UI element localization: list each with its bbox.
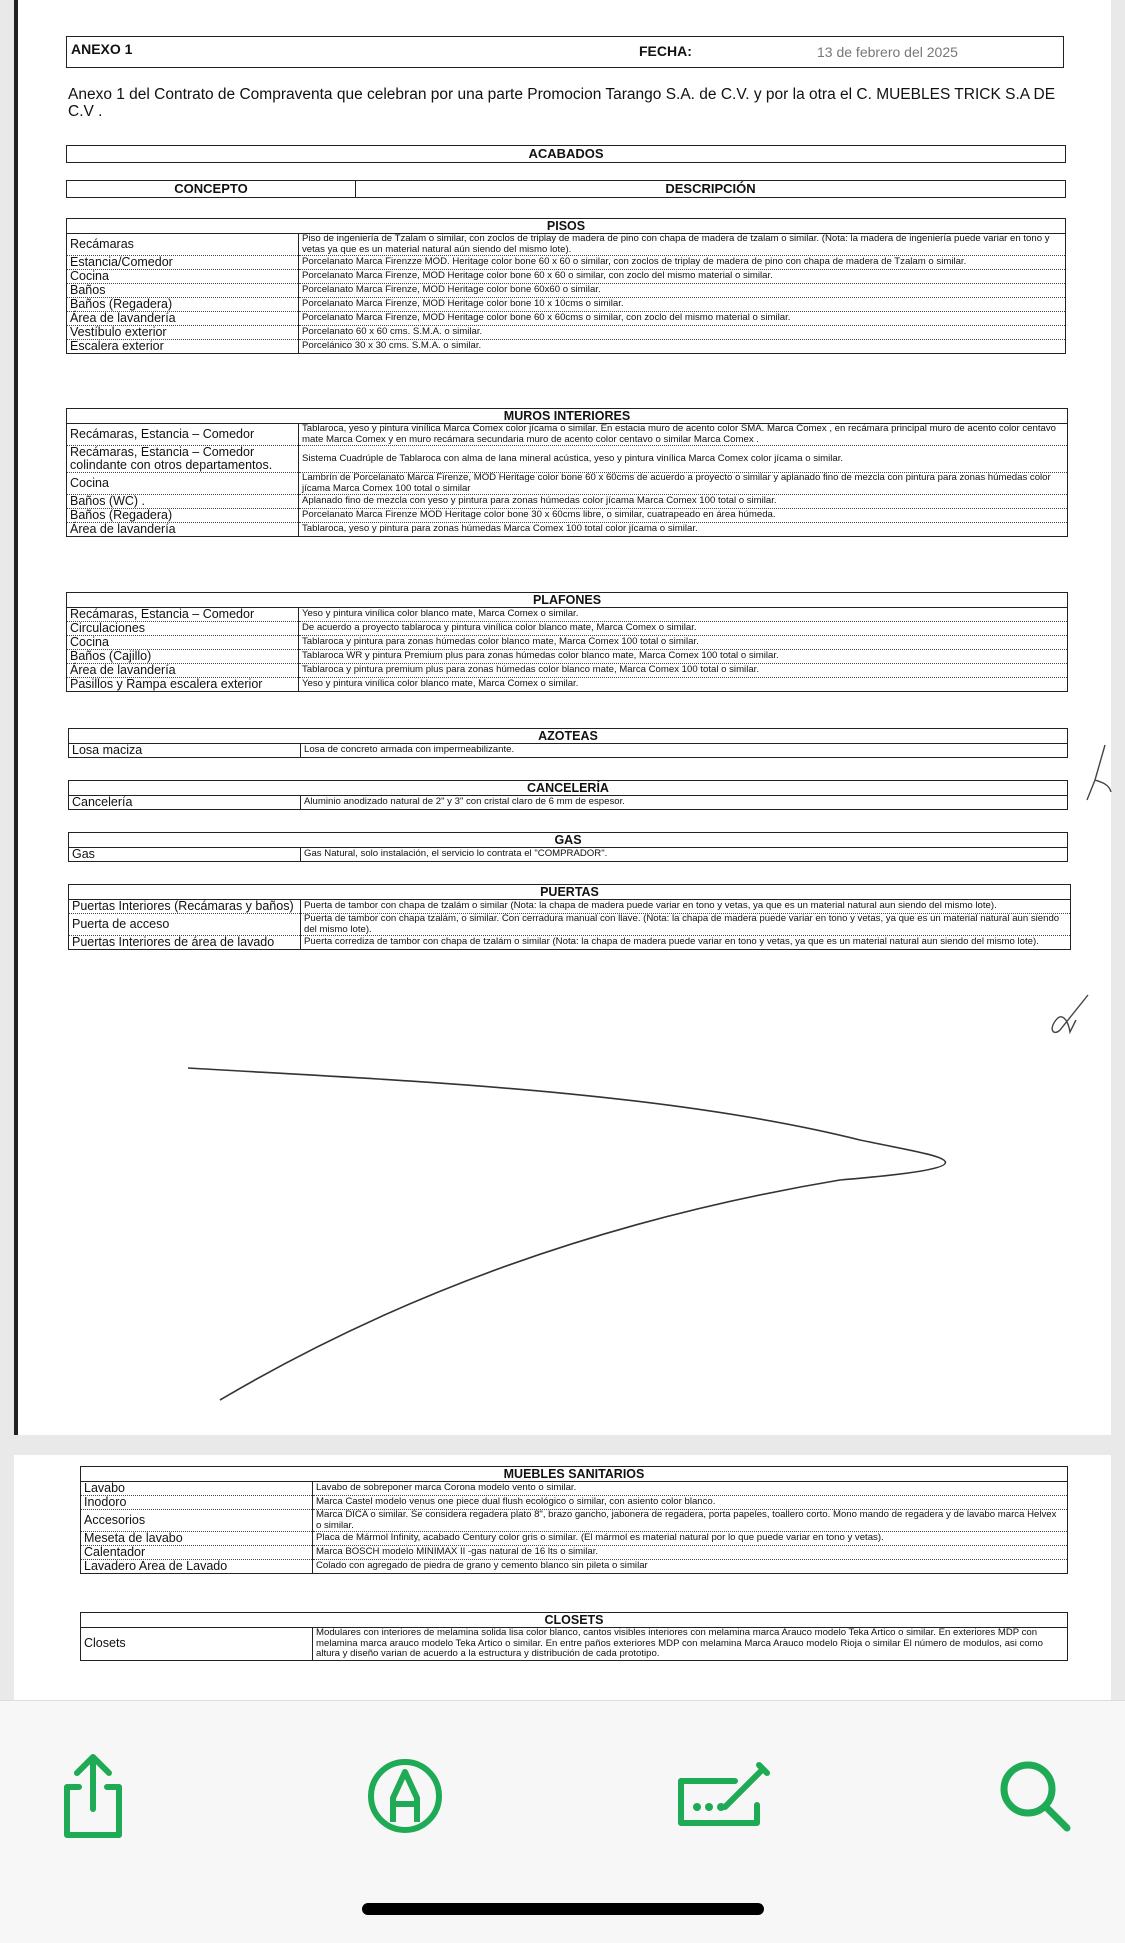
table-row: [67, 284, 1066, 298]
section-title: CANCELERÍA: [69, 781, 1068, 796]
date-label: FECHA:: [639, 43, 692, 59]
table-row: [67, 664, 1068, 678]
table-row: [67, 622, 1068, 636]
section-title: PLAFONES: [67, 593, 1068, 608]
descripcion-cell: De acuerdo a proyecto tablaroca y pintura vinílica color blanco mate, Marca Comex o similar.: [299, 622, 1068, 636]
table-row: [81, 1482, 1068, 1496]
section-canceleria: [68, 780, 1068, 810]
concepto-cell: Baños: [67, 284, 299, 298]
section-title: PISOS: [67, 219, 1066, 234]
descripcion-cell: Placa de Mármol Infinity, acabado Century color gris o similar. (El mármol es material natural por lo que puede variar en tono y vetas).: [313, 1532, 1068, 1546]
concepto-cell: Baños (Regadera): [67, 509, 299, 523]
concepto-cell: Closets: [81, 1628, 313, 1661]
section-title: AZOTEAS: [69, 729, 1068, 744]
table-row: [81, 1560, 1068, 1574]
table-row: [67, 608, 1068, 622]
table-row: [69, 796, 1068, 810]
concepto-cell: Recámaras, Estancia – Comedor: [67, 424, 299, 446]
table-row: [67, 473, 1068, 495]
concepto-cell: Baños (Regadera): [67, 298, 299, 312]
table-row: [67, 523, 1068, 537]
section-title: MUROS INTERIORES: [67, 409, 1068, 424]
section-pisos: [66, 218, 1066, 354]
concepto-cell: Gas: [69, 848, 301, 862]
descripcion-cell: Marca BOSCH modelo MINIMAX II -gas natural de 16 lts o similar.: [313, 1546, 1068, 1560]
column-headers: [66, 180, 1066, 198]
table-row: [69, 936, 1071, 950]
concepto-cell: Inodoro: [81, 1496, 313, 1510]
table-row: [67, 424, 1068, 446]
section-title: PUERTAS: [69, 885, 1071, 900]
concepto-cell: Área de lavandería: [67, 523, 299, 537]
descripcion-cell: Piso de ingeniería de Tzalam o similar, con zoclos de triplay de madera de pino con chapa de madera de tzalam o similar. (Nota: la madera de ingeniería puede variar en tono y vetas ya que es un material natural aún siendo del mismo lote).: [299, 234, 1066, 256]
table-row: [69, 914, 1071, 936]
acabados-title: ACABADOS: [66, 145, 1066, 163]
concepto-header: CONCEPTO: [66, 180, 356, 198]
concepto-cell: Puerta de acceso: [69, 914, 301, 936]
descripcion-cell: Puerta de tambor con chapa tzalám, o similar. Con cerradura manual con llave. (Nota: la chapa de madera puede variar en tono y vetas, ya que es un material natural aun siendo del mismo lote).: [301, 914, 1071, 936]
section-plafones: [66, 592, 1068, 692]
concepto-cell: Lavabo: [81, 1482, 313, 1496]
section-muros-interiores: [66, 408, 1068, 537]
concepto-cell: Recámaras, Estancia – Comedor colindante con otros departamentos.: [67, 446, 299, 473]
descripcion-cell: Losa de concreto armada con impermeabilizante.: [301, 744, 1068, 758]
concepto-cell: Calentador: [81, 1546, 313, 1560]
markup-icon: [365, 1756, 445, 1836]
concepto-cell: Área de lavandería: [67, 664, 299, 678]
markup-button[interactable]: [360, 1751, 450, 1841]
descripcion-cell: Gas Natural, solo instalación, el servicio lo contrata el "COMPRADOR".: [301, 848, 1068, 862]
descripcion-cell: Sistema Cuadrúple de Tablaroca con alma de lana mineral acústica, yeso y pintura vinílica Marca Comex color jícama o similar.: [299, 446, 1068, 473]
descripcion-cell: Yeso y pintura vinílica color blanco mate, Marca Comex o similar.: [299, 608, 1068, 622]
concepto-cell: Escalera exterior: [67, 340, 299, 354]
descripcion-cell: Porcelanato Marca Firenze MOD Heritage color bone 30 x 60cms libre, o similar, cuatrapeado en área húmeda.: [299, 509, 1068, 523]
section-title: MUEBLES SANITARIOS: [81, 1467, 1068, 1482]
table-row: [67, 326, 1066, 340]
descripcion-cell: Tablaroca, yeso y pintura vinílica Marca Comex color jícama o similar. En estacia muro de acento color SMA. Marca Comex , en recámara principal muro de acento color centavo mate Marca Comex y en muro recámara secundaria muro de acento color centavo o similar Marca Comex .: [299, 424, 1068, 446]
descripcion-cell: Yeso y pintura vinílica color blanco mate, Marca Comex o similar.: [299, 678, 1068, 692]
table-row: [69, 848, 1068, 862]
table-row: [67, 234, 1066, 256]
concepto-cell: Baños (Cajillo): [67, 650, 299, 664]
descripcion-cell: Marca Castel modelo venus one piece dual flush ecológico o similar, con asiento color blanco.: [313, 1496, 1068, 1510]
share-button[interactable]: [48, 1751, 138, 1841]
table-row: [67, 650, 1068, 664]
descripcion-cell: Colado con agregado de piedra de grano y cemento blanco sin pileta o similar: [313, 1560, 1068, 1574]
search-icon: [995, 1756, 1075, 1836]
descripcion-cell: Lavabo de sobreponer marca Corona modelo vento o similar.: [313, 1482, 1068, 1496]
table-row: [81, 1510, 1068, 1532]
descripcion-cell: Porcelanato Marca Firenze, MOD Heritage color bone 10 x 10cms o similar.: [299, 298, 1066, 312]
table-row: [67, 678, 1068, 692]
descripcion-cell: Porcelanato Marca Firenze, MOD Heritage color bone 60 x 60 o similar, con zoclo del mismo material o similar.: [299, 270, 1066, 284]
descripcion-cell: Tablaroca WR y pintura Premium plus para zonas húmedas color blanco mate, Marca Comex 100 total o similar.: [299, 650, 1068, 664]
concepto-cell: Circulaciones: [67, 622, 299, 636]
share-icon: [53, 1751, 133, 1841]
section-muebles-sanitarios: [80, 1466, 1068, 1574]
descripcion-cell: Lambrín de Porcelanato Marca Firenze, MOD Heritage color bone 60 x 60cms de acuerdo a proyecto o similar y aplanado fino de mezcla con pintura para zonas húmedas color jícama Marca Comex 100 total o similar: [299, 473, 1068, 495]
table-row: [67, 636, 1068, 650]
section-title: GAS: [69, 833, 1068, 848]
concepto-cell: Cocina: [67, 473, 299, 495]
table-row: [81, 1532, 1068, 1546]
section-title: CLOSETS: [81, 1613, 1068, 1628]
concepto-cell: Cocina: [67, 270, 299, 284]
signature-icon: [673, 1761, 773, 1831]
intro-text: Anexo 1 del Contrato de Compraventa que celebran por una parte Promocion Tarango S.A. de C.V. y por la otra el C. MUEBLES TRICK S.A DE C.V .: [68, 86, 1056, 120]
descripcion-cell: Porcelanato Marca Firenzze MOD. Heritage color bone 60 x 60 o similar, con zoclos de triplay de madera de pino con chapa de madera de Tzalam o similar.: [299, 256, 1066, 270]
search-button[interactable]: [990, 1751, 1080, 1841]
concepto-cell: Estancia/Comedor: [67, 256, 299, 270]
descripcion-cell: Porcelanato 60 x 60 cms. S.M.A. o similar.: [299, 326, 1066, 340]
concepto-cell: Lavadero Area de Lavado: [81, 1560, 313, 1574]
concepto-cell: Área de lavandería: [67, 312, 299, 326]
section-azoteas: [68, 728, 1068, 758]
concepto-cell: Cancelería: [69, 796, 301, 810]
concepto-cell: Puertas Interiores de área de lavado: [69, 936, 301, 950]
initials-signature-1: [1075, 740, 1115, 810]
table-row: [69, 900, 1071, 914]
descripcion-cell: Aplanado fino de mezcla con yeso y pintura para zonas húmedas color jícama Marca Comex 100 total o similar.: [299, 495, 1068, 509]
table-row: [67, 446, 1068, 473]
descripcion-cell: Porcelánico 30 x 30 cms. S.M.A. o similar.: [299, 340, 1066, 354]
table-row: [67, 298, 1066, 312]
descripcion-cell: Marca DICA o similar. Se considera regadera plato 8", brazo gancho, jabonera de regadera, porta papeles, toallero corto. Mono mando de regadera y de lavabo marca Helvex o similar.: [313, 1510, 1068, 1532]
concepto-cell: Recámaras, Estancia – Comedor: [67, 608, 299, 622]
annex-label: ANEXO 1: [71, 41, 133, 57]
concepto-cell: Cocina: [67, 636, 299, 650]
descripcion-cell: Modulares con interiores de melamina solida lisa color blanco, cantos visibles interiores con melamina marca Arauco modelo Teka Artico o similar. En exteriores MDP con melamina marca arauco modelo Teka Artico o similar. En entre paños exteriores MDP con melamina Marca Arauco modelo Rioja o similar El número de modulos, asi como altura y diseño varian de acuerdo a la estructura y distribución de cada prototipo.: [313, 1628, 1068, 1661]
section-puertas: [68, 884, 1071, 950]
concepto-cell: Accesorios: [81, 1510, 313, 1532]
table-row: [67, 340, 1066, 354]
concepto-cell: Meseta de lavabo: [81, 1532, 313, 1546]
descripcion-cell: Puerta de tambor con chapa de tzalám o similar (Nota: la chapa de madera puede variar en tono y vetas, ya que es un material natural aun siendo del mismo lote).: [301, 900, 1071, 914]
table-row: [67, 270, 1066, 284]
page-edge: [14, 0, 18, 1435]
section-gas: [68, 832, 1068, 862]
table-row: [81, 1628, 1068, 1661]
descripcion-header: DESCRIPCIÓN: [355, 180, 1066, 198]
concepto-cell: Recámaras: [67, 234, 299, 256]
home-indicator: [362, 1903, 764, 1915]
descripcion-cell: Puerta corrediza de tambor con chapa de tzalám o similar (Nota: la chapa de madera puede variar en tono y vetas, ya que es un material natural aun siendo del mismo lote).: [301, 936, 1071, 950]
concepto-cell: Puertas Interiores (Recámaras y baños): [69, 900, 301, 914]
concepto-cell: Losa maciza: [69, 744, 301, 758]
descripcion-cell: Porcelanato Marca Firenze, MOD Heritage color bone 60 x 60cms o similar, con zoclo del mismo material o similar.: [299, 312, 1066, 326]
descripcion-cell: Tablaroca y pintura premium plus para zonas húmedas color blanco mate, Marca Comex 100 total o similar.: [299, 664, 1068, 678]
table-row: [69, 744, 1068, 758]
signature-large: [140, 1040, 1020, 1410]
section-closets: [80, 1612, 1068, 1661]
annex-header: [66, 36, 1064, 68]
descripcion-cell: Tablaroca y pintura para zonas húmedas color blanco mate, Marca Comex 100 total o similar.: [299, 636, 1068, 650]
table-row: [67, 256, 1066, 270]
signature-button[interactable]: [668, 1751, 778, 1841]
table-row: [67, 495, 1068, 509]
descripcion-cell: Tablaroca, yeso y pintura para zonas húmedas Marca Comex 100 total color jícama o similar.: [299, 523, 1068, 537]
initials-signature-2: [1040, 990, 1100, 1040]
descripcion-cell: Porcelanato Marca Firenze, MOD Heritage color bone 60x60 o similar.: [299, 284, 1066, 298]
table-row: [81, 1496, 1068, 1510]
table-row: [81, 1546, 1068, 1560]
descripcion-cell: Aluminio anodizado natural de 2" y 3" con cristal claro de 6 mm de espesor.: [301, 796, 1068, 810]
table-row: [67, 509, 1068, 523]
table-row: [67, 312, 1066, 326]
concepto-cell: Vestíbulo exterior: [67, 326, 299, 340]
concepto-cell: Baños (WC) .: [67, 495, 299, 509]
date-value: 13 de febrero del 2025: [817, 44, 958, 60]
concepto-cell: Pasillos y Rampa escalera exterior: [67, 678, 299, 692]
